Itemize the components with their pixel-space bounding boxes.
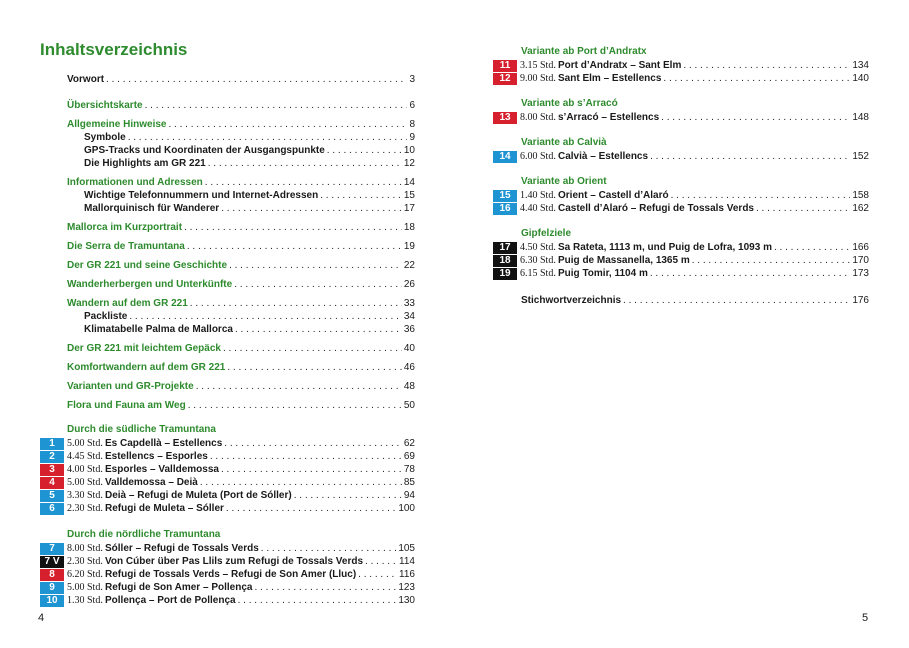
leader-dots: [223, 342, 402, 355]
toc-entry-label: Stichwortverzeichnis: [521, 295, 622, 306]
section-heading-nord: Durch die nördliche Tramuntana: [67, 529, 221, 540]
stage-title: Castell d’Alaró – Refugi de Tossals Verds: [558, 203, 754, 214]
stage-duration: 4.00 Std.: [67, 464, 103, 475]
toc-page-number: 48: [403, 381, 415, 392]
leader-dots: [327, 144, 402, 157]
toc-page-number: 22: [403, 260, 415, 271]
stage-row[interactable]: [493, 189, 869, 202]
toc-entry-packliste[interactable]: [84, 310, 415, 323]
stage-duration: 4.50 Std.: [520, 242, 556, 253]
toc-entry-gps-tracks[interactable]: [84, 144, 415, 157]
toc-entry-symbole[interactable]: [84, 131, 415, 144]
stage-row[interactable]: [40, 502, 415, 515]
leader-dots: [365, 555, 397, 568]
toc-entry-wanderherbergen[interactable]: [67, 278, 415, 291]
toc-page-number: 176: [852, 295, 869, 306]
stage-duration: 2.30 Std.: [67, 503, 103, 514]
stage-title: s’Arracó – Estellencs: [558, 112, 660, 123]
toc-page-number: 130: [398, 595, 415, 606]
stage-title: Puig Tomir, 1104 m: [558, 268, 648, 279]
stage-badge: 10: [40, 595, 64, 607]
toc-page-number: 123: [398, 582, 415, 593]
stage-duration: 3.30 Std.: [67, 490, 103, 501]
stage-duration: 5.00 Std.: [67, 582, 103, 593]
leader-dots: [229, 259, 402, 272]
toc-entry-vorwort[interactable]: [67, 73, 415, 86]
leader-dots: [188, 399, 402, 412]
toc-page-number: 18: [403, 222, 415, 233]
leader-dots: [196, 380, 402, 393]
toc-entry-label: Packliste: [84, 311, 128, 322]
leader-dots: [663, 72, 850, 85]
stage-row[interactable]: [493, 150, 869, 163]
stage-title: Sóller – Refugi de Tossals Verds: [105, 543, 259, 554]
stage-title: Sant Elm – Estellencs: [558, 73, 662, 84]
stage-row[interactable]: [40, 476, 415, 489]
stage-title: Refugi de Son Amer – Pollença: [105, 582, 253, 593]
stage-title: Refugi de Muleta – Sóller: [105, 503, 224, 514]
stage-title: Valldemossa – Deià: [105, 477, 198, 488]
toc-page-number: 46: [403, 362, 415, 373]
stage-duration: 2.30 Std.: [67, 556, 103, 567]
stage-badge: 18: [493, 255, 517, 267]
stage-row[interactable]: [40, 450, 415, 463]
stage-duration: 1.40 Std.: [520, 190, 556, 201]
leader-dots: [190, 297, 402, 310]
leader-dots: [254, 581, 396, 594]
toc-page-number: 14: [403, 177, 415, 188]
stage-title: Calvià – Estellencs: [558, 151, 649, 162]
page-number-right: 5: [862, 612, 869, 624]
toc-entry-label: Mallorca im Kurzportrait: [67, 222, 183, 233]
toc-entry-flora-fauna[interactable]: [67, 399, 415, 412]
stage-duration: 8.00 Std.: [67, 543, 103, 554]
toc-entry-label: Informationen und Adressen: [67, 177, 203, 188]
stage-badge: 12: [493, 73, 517, 85]
stage-row[interactable]: [40, 489, 415, 502]
toc-page-number: 6: [409, 100, 415, 111]
stage-badge: 6: [40, 503, 64, 515]
stage-row[interactable]: [493, 254, 869, 267]
toc-entry-label: Übersichtskarte: [67, 100, 143, 111]
stage-duration: 3.15 Std.: [520, 60, 556, 71]
leader-dots: [261, 542, 397, 555]
stage-row[interactable]: [40, 568, 415, 581]
stage-duration: 9.00 Std.: [520, 73, 556, 84]
toc-entry-label: Die Serra de Tramuntana: [67, 241, 185, 252]
toc-page-number: 170: [852, 255, 869, 266]
stage-row[interactable]: [493, 241, 869, 254]
page-title: Inhaltsverzeichnis: [40, 40, 188, 59]
toc-page-number: 134: [852, 60, 869, 71]
leader-dots: [683, 59, 850, 72]
section-heading-arraco: Variante ab s’Arracó: [521, 98, 618, 109]
toc-entry-label: Der GR 221 und seine Geschichte: [67, 260, 228, 271]
toc-entry-kurzportrait[interactable]: [67, 221, 415, 234]
leader-dots: [226, 502, 396, 515]
leader-dots: [623, 294, 850, 307]
toc-entry-label: Allgemeine Hinweise: [67, 119, 167, 130]
toc-page-number: 162: [852, 203, 869, 214]
stage-row[interactable]: [40, 437, 415, 450]
toc-entry-label: Varianten und GR-Projekte: [67, 381, 194, 392]
toc-entry-telefonnummern[interactable]: [84, 189, 415, 202]
toc-page-number: 94: [403, 490, 415, 501]
leader-dots: [208, 157, 402, 170]
toc-page-number: 10: [403, 145, 415, 156]
leader-dots: [187, 240, 402, 253]
stage-row[interactable]: [40, 542, 415, 555]
toc-entry-label: Vorwort: [67, 74, 105, 85]
toc-entry-label: Der GR 221 mit leichtem Gepäck: [67, 343, 221, 354]
toc-page-number: 114: [399, 556, 415, 567]
toc-entry-label: Wichtige Telefonnummern und Internet-Adressen: [84, 190, 319, 201]
leader-dots: [145, 99, 408, 112]
toc-entry-geschichte[interactable]: [67, 259, 415, 272]
toc-page-number: 12: [403, 158, 415, 169]
stage-title: Puig de Massanella, 1365 m: [558, 255, 690, 266]
toc-entry-leichtes-gepaeck[interactable]: [67, 342, 415, 355]
toc-entry-label: Klimatabelle Palma de Mallorca: [84, 324, 233, 335]
section-heading-andratx: Variante ab Port d’Andratx: [521, 46, 647, 57]
leader-dots: [168, 118, 407, 131]
stage-duration: 4.40 Std.: [520, 203, 556, 214]
toc-entry-allgemeine-hinweise[interactable]: [67, 118, 415, 131]
leader-dots: [650, 150, 850, 163]
stage-row[interactable]: [40, 463, 415, 476]
stage-row[interactable]: [493, 202, 869, 215]
toc-entry-komfortwandern[interactable]: [67, 361, 415, 374]
leader-dots: [106, 73, 407, 86]
stage-row[interactable]: [40, 594, 415, 607]
stage-badge: 4: [40, 477, 64, 489]
stage-badge: 7: [40, 543, 64, 555]
leader-dots: [224, 437, 402, 450]
leader-dots: [128, 131, 408, 144]
leader-dots: [221, 202, 402, 215]
stage-duration: 5.00 Std.: [67, 477, 103, 488]
toc-page-number: 3: [409, 74, 415, 85]
leader-dots: [238, 594, 397, 607]
toc-entry-label: Flora und Fauna am Weg: [67, 400, 186, 411]
toc-entry-label: Die Highlights am GR 221: [84, 158, 206, 169]
toc-page-number: 15: [403, 190, 415, 201]
toc-entry-varianten[interactable]: [67, 380, 415, 393]
stage-title: Port d’Andratx – Sant Elm: [558, 60, 682, 71]
leader-dots: [227, 361, 402, 374]
toc-page-number: 148: [852, 112, 869, 123]
stage-row[interactable]: [40, 581, 415, 594]
toc-entry-label: Symbole: [84, 132, 126, 143]
leader-dots: [756, 202, 850, 215]
section-heading-orient: Variante ab Orient: [521, 176, 607, 187]
stage-row[interactable]: [493, 111, 869, 124]
stage-title: Estellencs – Esporles: [105, 451, 208, 462]
toc-entry-stichwortverzeichnis[interactable]: [521, 294, 869, 307]
leader-dots: [221, 463, 402, 476]
toc-page-number: 105: [398, 543, 415, 554]
stage-duration: 8.00 Std.: [520, 112, 556, 123]
leader-dots: [358, 568, 397, 581]
toc-page-number: 36: [403, 324, 415, 335]
leader-dots: [320, 189, 402, 202]
leader-dots: [650, 267, 850, 280]
stage-badge: 5: [40, 490, 64, 502]
leader-dots: [234, 278, 402, 291]
toc-page-number: 8: [409, 119, 415, 130]
toc-page-number: 17: [403, 203, 415, 214]
leader-dots: [184, 221, 402, 234]
toc-page-number: 152: [852, 151, 869, 162]
leader-dots: [661, 111, 850, 124]
stage-row[interactable]: [493, 267, 869, 280]
stage-title: Pollença – Port de Pollença: [105, 595, 236, 606]
stage-badge: 9: [40, 582, 64, 594]
stage-duration: 6.20 Std.: [67, 569, 103, 580]
stage-row[interactable]: [40, 555, 415, 568]
stage-title: Von Cúber über Pas Llils zum Refugi de Tossals Verds: [105, 556, 364, 567]
stage-badge: 2: [40, 451, 64, 463]
toc-entry-label: Wanderherbergen und Unterkünfte: [67, 279, 233, 290]
stage-row[interactable]: [493, 72, 869, 85]
leader-dots: [205, 176, 402, 189]
stage-duration: 5.00 Std.: [67, 438, 103, 449]
stage-badge: 3: [40, 464, 64, 476]
stage-badge: 1: [40, 438, 64, 450]
toc-page-number: 40: [403, 343, 415, 354]
toc-page-number: 69: [403, 451, 415, 462]
toc-page-number: 34: [403, 311, 415, 322]
stage-duration: 4.45 Std.: [67, 451, 103, 462]
section-heading-sued: Durch die südliche Tramuntana: [67, 424, 216, 435]
stage-duration: 6.15 Std.: [520, 268, 556, 279]
toc-page-number: 62: [403, 438, 415, 449]
leader-dots: [235, 323, 402, 336]
stage-duration: 6.00 Std.: [520, 151, 556, 162]
toc-page-number: 100: [398, 503, 415, 514]
toc-page-number: 50: [403, 400, 415, 411]
page-number-left: 4: [38, 612, 45, 624]
toc-entry-mallorquinisch[interactable]: [84, 202, 415, 215]
toc-page-number: 33: [403, 298, 415, 309]
stage-duration: 6.30 Std.: [520, 255, 556, 266]
leader-dots: [774, 241, 850, 254]
stage-title: Sa Rateta, 1113 m, und Puig de Lofra, 1093 m: [558, 242, 772, 253]
leader-dots: [671, 189, 851, 202]
toc-entry-label: Komfortwandern auf dem GR 221: [67, 362, 226, 373]
stage-badge: 8: [40, 569, 64, 581]
toc-entry-label: GPS-Tracks und Koordinaten der Ausgangspunkte: [84, 145, 325, 156]
stage-badge: 14: [493, 151, 517, 163]
leader-dots: [294, 489, 402, 502]
stage-title: Deià – Refugi de Muleta (Port de Sóller): [105, 490, 292, 501]
stage-title: Esporles – Valldemossa: [105, 464, 219, 475]
stage-title: Orient – Castell d’Alaró: [558, 190, 669, 201]
stage-badge: 7 V: [40, 556, 64, 568]
toc-entry-uebersichtskarte[interactable]: [67, 99, 415, 112]
toc-entry-informationen[interactable]: [67, 176, 415, 189]
leader-dots: [200, 476, 402, 489]
stage-badge: 11: [493, 60, 517, 72]
leader-dots: [692, 254, 851, 267]
stage-title: Es Capdellà – Estellencs: [105, 438, 223, 449]
toc-page-number: 85: [403, 477, 415, 488]
toc-entry-label: Mallorquinisch für Wanderer: [84, 203, 220, 214]
toc-page-number: 9: [409, 132, 415, 143]
toc-entry-klimatabelle[interactable]: [84, 323, 415, 336]
leader-dots: [210, 450, 402, 463]
stage-badge: 19: [493, 268, 517, 280]
stage-row[interactable]: [493, 59, 869, 72]
stage-badge: 16: [493, 203, 517, 215]
leader-dots: [129, 310, 402, 323]
toc-page-number: 158: [852, 190, 869, 201]
stage-badge: 15: [493, 190, 517, 202]
toc-page-number: 116: [399, 569, 415, 580]
section-heading-calvia: Variante ab Calvià: [521, 137, 607, 148]
toc-page-number: 173: [852, 268, 869, 279]
toc-entry-wandern[interactable]: [67, 297, 415, 310]
stage-title: Refugi de Tossals Verds – Refugi de Son Amer (Lluc): [105, 569, 357, 580]
stage-badge: 17: [493, 242, 517, 254]
toc-entry-serra[interactable]: [67, 240, 415, 253]
stage-duration: 1.30 Std.: [67, 595, 103, 606]
toc-page-number: 19: [403, 241, 415, 252]
toc-page-number: 140: [852, 73, 869, 84]
section-heading-gipfelziele: Gipfelziele: [521, 228, 572, 239]
toc-page-number: 166: [852, 242, 869, 253]
stage-badge: 13: [493, 112, 517, 124]
toc-entry-label: Wandern auf dem GR 221: [67, 298, 188, 309]
toc-entry-highlights[interactable]: [84, 157, 415, 170]
toc-page-number: 78: [403, 464, 415, 475]
toc-page-number: 26: [403, 279, 415, 290]
